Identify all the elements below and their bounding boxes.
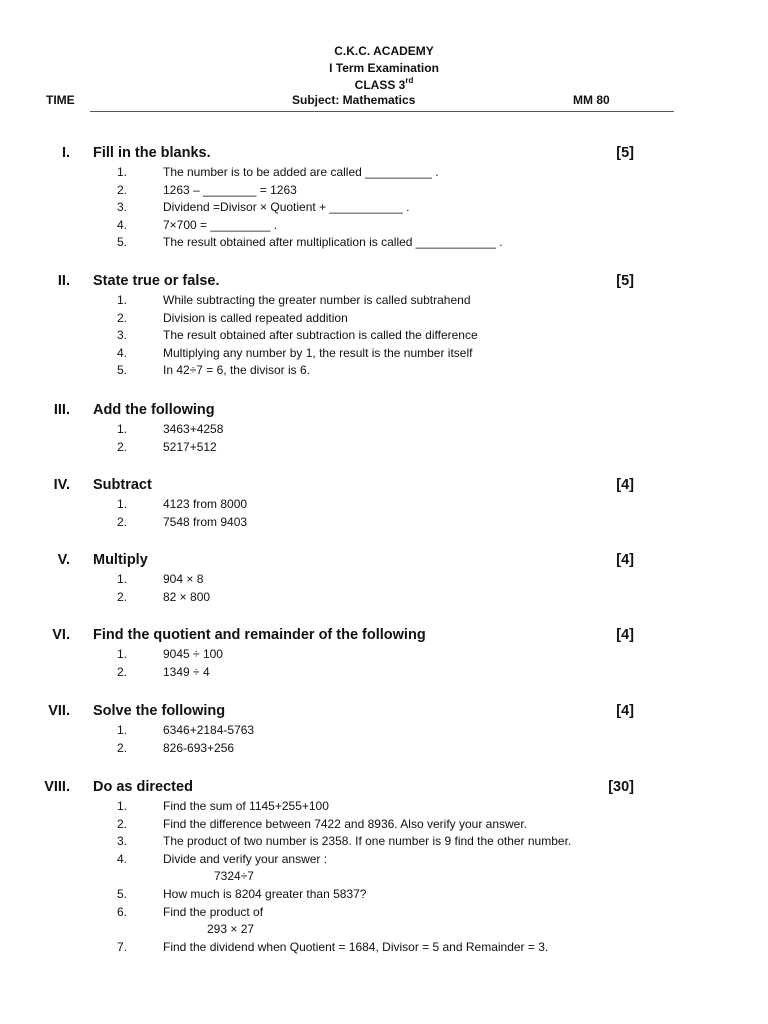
section-number: IV. bbox=[53, 477, 70, 493]
section-marks: [4] bbox=[616, 627, 634, 643]
section-5 bbox=[0, 552, 768, 607]
question-number: 2. bbox=[116, 514, 127, 529]
question-text: The number is to be added are called __________ . bbox=[163, 165, 439, 179]
question-number: 7. bbox=[116, 939, 127, 954]
question-number: 1. bbox=[116, 799, 127, 813]
section-7 bbox=[0, 703, 768, 758]
question-text: 904 × 8 bbox=[163, 572, 204, 586]
question-text: Find the difference between 7422 and 8936. Also verify your answer. bbox=[163, 816, 528, 831]
section-title: Fill in the blanks. bbox=[93, 145, 211, 161]
max-marks: MM 80 bbox=[573, 93, 610, 107]
question-text: Find the dividend when Quotient = 1684, Divisor = 5 and Remainder = 3. bbox=[163, 939, 549, 954]
question-number: 3. bbox=[116, 328, 127, 343]
question-expression: 293 × 27 bbox=[207, 922, 255, 937]
section-marks: [5] bbox=[616, 273, 634, 289]
section-number: VI. bbox=[52, 627, 70, 643]
question-item bbox=[0, 799, 768, 817]
section-heading bbox=[0, 273, 768, 293]
question-text: How much is 8204 greater than 5837? bbox=[163, 886, 367, 901]
question-text: 1349 ÷ 4 bbox=[163, 664, 210, 679]
section-1 bbox=[0, 145, 768, 253]
question-item bbox=[0, 834, 768, 852]
section-heading bbox=[0, 477, 768, 497]
question-text: 4123 from 8000 bbox=[163, 497, 248, 511]
question-item bbox=[0, 887, 768, 905]
question-item bbox=[0, 363, 768, 381]
question-text: Division is called repeated addition bbox=[163, 310, 348, 325]
class-label bbox=[0, 78, 768, 92]
question-list bbox=[0, 497, 768, 532]
question-item bbox=[0, 723, 768, 741]
section-6 bbox=[0, 627, 768, 682]
question-number: 3. bbox=[116, 834, 127, 849]
section-heading bbox=[0, 145, 768, 165]
subject-row bbox=[0, 93, 768, 109]
exam-title: I Term Examination bbox=[329, 61, 439, 75]
question-list bbox=[0, 723, 768, 758]
section-title: Subtract bbox=[93, 477, 152, 493]
question-text: Dividend =Divisor × Quotient + ___________ . bbox=[163, 200, 410, 215]
section-marks: [30] bbox=[608, 779, 634, 795]
question-text: The product of two number is 2358. If one number is 9 find the other number. bbox=[163, 834, 572, 849]
question-item bbox=[0, 817, 768, 835]
section-marks: [4] bbox=[616, 477, 634, 493]
question-number: 1. bbox=[116, 723, 127, 737]
section-title: Find the quotient and remainder of the following bbox=[93, 627, 426, 643]
section-heading bbox=[0, 779, 768, 799]
section-title: Solve the following bbox=[93, 703, 226, 719]
question-item bbox=[0, 515, 768, 533]
question-number: 4. bbox=[116, 851, 127, 866]
question-number: 4. bbox=[116, 345, 127, 360]
question-number: 1. bbox=[116, 165, 127, 179]
question-item bbox=[0, 422, 768, 440]
question-number: 2. bbox=[116, 310, 127, 325]
question-number: 2. bbox=[116, 740, 127, 755]
section-number: VIII. bbox=[44, 779, 70, 795]
question-text: 6346+2184-5763 bbox=[163, 723, 255, 737]
question-number: 6. bbox=[116, 904, 127, 919]
question-item bbox=[0, 590, 768, 608]
question-item bbox=[0, 328, 768, 346]
question-text: 3463+4258 bbox=[163, 422, 224, 436]
question-text: Find the product of bbox=[163, 904, 264, 919]
question-item bbox=[0, 200, 768, 218]
time-label: TIME bbox=[46, 93, 75, 107]
question-number: 1. bbox=[116, 422, 127, 436]
question-item bbox=[0, 165, 768, 183]
question-list bbox=[0, 647, 768, 682]
question-list bbox=[0, 165, 768, 253]
question-number: 2. bbox=[116, 439, 127, 454]
question-number: 1. bbox=[116, 497, 127, 511]
question-text: 1263 – ________ = 1263 bbox=[163, 182, 297, 197]
question-item bbox=[0, 311, 768, 329]
question-item bbox=[0, 647, 768, 665]
class-superscript: rd bbox=[405, 76, 414, 85]
question-text: 7×700 = _________ . bbox=[163, 217, 278, 232]
question-subline bbox=[0, 922, 768, 940]
question-number: 2. bbox=[116, 589, 127, 604]
question-item bbox=[0, 572, 768, 590]
question-number: 5. bbox=[116, 886, 127, 901]
question-text: The result obtained after subtraction is called the difference bbox=[163, 328, 478, 343]
question-number: 2. bbox=[116, 816, 127, 831]
question-list bbox=[0, 572, 768, 607]
question-text: In 42÷7 = 6, the divisor is 6. bbox=[163, 363, 310, 378]
question-number: 1. bbox=[116, 293, 127, 307]
question-text: Multiplying any number by 1, the result is the number itself bbox=[163, 345, 473, 360]
section-4 bbox=[0, 477, 768, 532]
section-3 bbox=[0, 402, 768, 457]
question-item bbox=[0, 183, 768, 201]
question-text: 82 × 800 bbox=[163, 589, 211, 604]
question-text: 7548 from 9403 bbox=[163, 514, 248, 529]
question-item bbox=[0, 440, 768, 458]
section-title: Do as directed bbox=[93, 779, 193, 795]
section-marks: [4] bbox=[616, 552, 634, 568]
section-8 bbox=[0, 779, 768, 957]
question-number: 1. bbox=[116, 572, 127, 586]
section-number: VII. bbox=[48, 703, 70, 719]
section-heading bbox=[0, 627, 768, 647]
question-text: The result obtained after multiplication is called ____________ . bbox=[163, 235, 503, 250]
question-number: 4. bbox=[116, 217, 127, 232]
question-list bbox=[0, 422, 768, 457]
question-number: 2. bbox=[116, 664, 127, 679]
question-text: Divide and verify your answer : bbox=[163, 851, 328, 866]
section-heading bbox=[0, 703, 768, 723]
question-number: 5. bbox=[116, 363, 127, 378]
question-text: 5217+512 bbox=[163, 439, 217, 454]
subject-label: Subject: Mathematics bbox=[292, 93, 416, 107]
question-item bbox=[0, 218, 768, 236]
section-number: II. bbox=[57, 273, 70, 289]
question-expression: 7324÷7 bbox=[214, 869, 254, 884]
header-rule bbox=[90, 111, 674, 112]
question-item bbox=[0, 940, 768, 958]
section-number: III. bbox=[53, 402, 70, 418]
section-2 bbox=[0, 273, 768, 381]
question-item bbox=[0, 665, 768, 683]
class-text: CLASS 3 bbox=[354, 78, 406, 92]
question-item bbox=[0, 346, 768, 364]
section-heading bbox=[0, 402, 768, 422]
question-item bbox=[0, 905, 768, 923]
section-title: State true or false. bbox=[93, 273, 220, 289]
question-number: 3. bbox=[116, 200, 127, 215]
question-item bbox=[0, 497, 768, 515]
question-list bbox=[0, 293, 768, 381]
section-heading bbox=[0, 552, 768, 572]
question-text: While subtracting the greater number is called subtrahend bbox=[163, 293, 471, 307]
school-name: C.K.C. ACADEMY bbox=[334, 44, 434, 58]
question-number: 2. bbox=[116, 182, 127, 197]
section-marks: [4] bbox=[616, 703, 634, 719]
question-list bbox=[0, 799, 768, 957]
question-subline bbox=[0, 869, 768, 887]
section-number: I. bbox=[61, 145, 70, 161]
question-item bbox=[0, 235, 768, 253]
question-number: 5. bbox=[116, 235, 127, 250]
question-number: 1. bbox=[116, 647, 127, 661]
question-text: Find the sum of 1145+255+100 bbox=[163, 799, 329, 813]
section-number: V. bbox=[57, 552, 70, 568]
section-title: Multiply bbox=[93, 552, 148, 568]
section-title: Add the following bbox=[93, 402, 215, 418]
question-text: 9045 ÷ 100 bbox=[163, 647, 223, 661]
question-item bbox=[0, 852, 768, 870]
section-marks: [5] bbox=[616, 145, 634, 161]
question-item bbox=[0, 293, 768, 311]
question-item bbox=[0, 741, 768, 759]
question-text: 826-693+256 bbox=[163, 740, 235, 755]
